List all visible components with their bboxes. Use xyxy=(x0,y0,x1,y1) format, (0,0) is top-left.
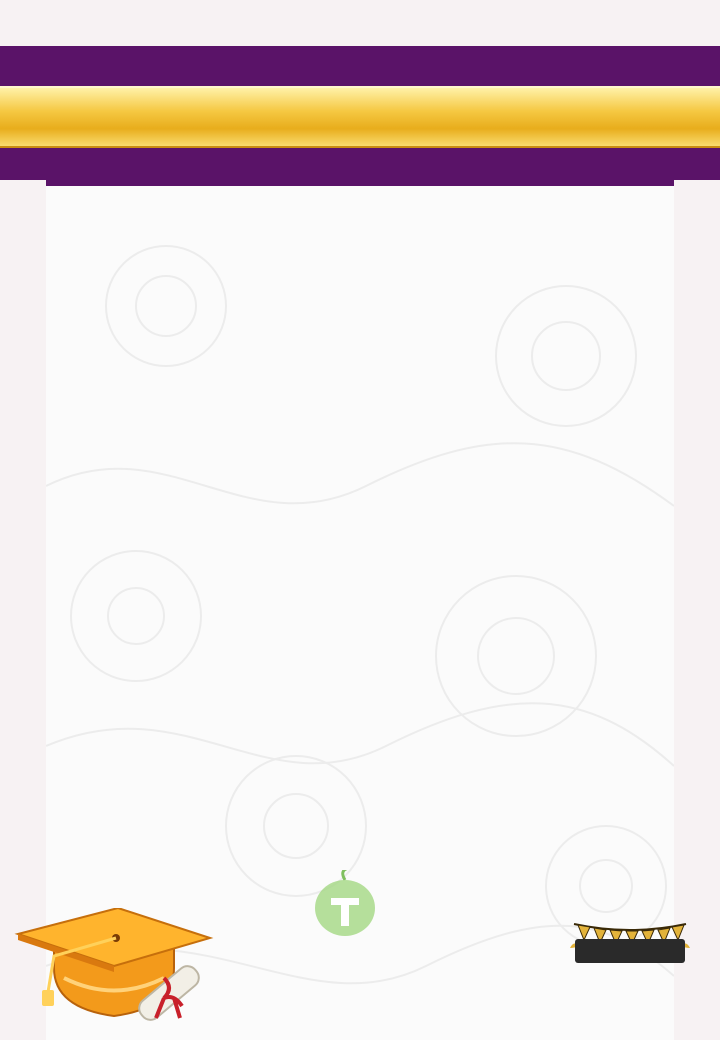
program-part-role xyxy=(66,696,656,723)
preliminary-item xyxy=(66,372,656,399)
program-part-role xyxy=(66,642,656,669)
program-part-role xyxy=(66,750,656,777)
apple-t-logo-icon xyxy=(290,870,400,940)
program-part xyxy=(66,453,656,480)
bunting-flags-icon xyxy=(568,918,692,1018)
program-part xyxy=(66,723,656,750)
program-part xyxy=(66,615,656,642)
right-diamond-border xyxy=(674,180,720,1040)
program-part xyxy=(66,669,656,696)
class-of-label xyxy=(575,939,685,963)
program-part-role xyxy=(66,534,656,561)
preliminary-item xyxy=(66,399,656,426)
preliminary-item xyxy=(66,426,656,453)
page-title xyxy=(0,84,720,150)
processional-heading xyxy=(66,244,656,264)
program-part xyxy=(66,507,656,534)
programme-content xyxy=(66,244,656,777)
program-part xyxy=(66,561,656,588)
program-part-role xyxy=(66,480,656,507)
program-part-role xyxy=(66,588,656,615)
program-heading xyxy=(66,298,656,318)
preliminaries-row xyxy=(66,318,656,345)
preliminary-item xyxy=(66,345,656,372)
top-diamond-band xyxy=(0,0,720,52)
graduation-cap-icon xyxy=(14,908,214,1028)
